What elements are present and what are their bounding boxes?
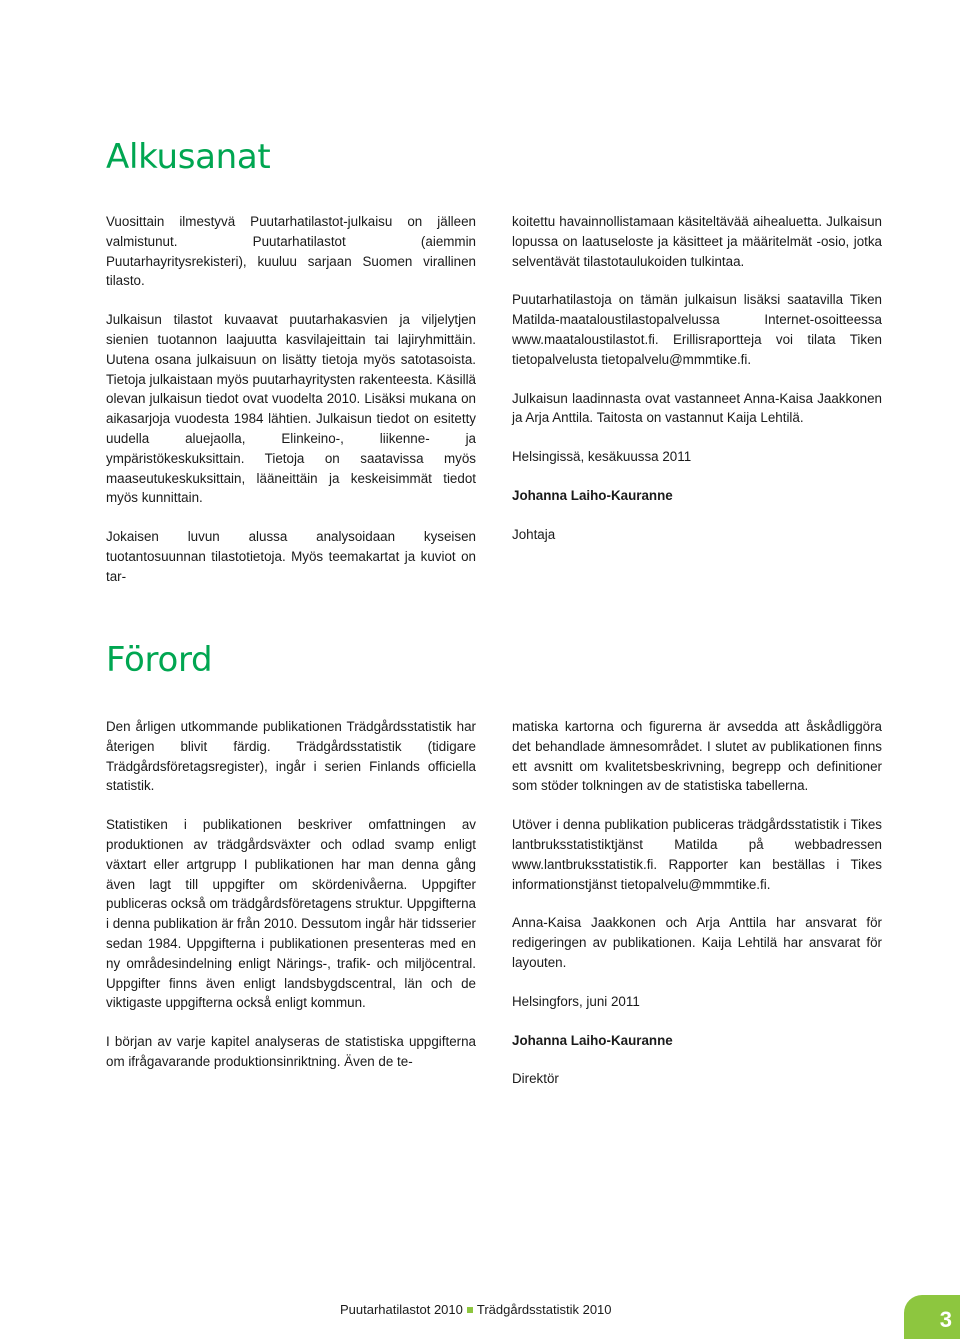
signature-title: Direktör <box>512 1071 559 1087</box>
paragraph: Julkaisun laadinnasta ovat vastanneet Anna-Kaisa Jaakkonen ja Arja Anttila. Taitosta on vastannut Kaija Lehtilä. <box>512 390 882 426</box>
paragraph: Den årligen utkommande publikationen Trädgårdsstatistik har återigen blivit färdig. Trädgårdsstatistik (tidigare Trädgårdsföretagsregister), ingår i serien Finlands officiella statistik. <box>106 719 476 794</box>
paragraph: Puutarhatilastoja on tämän julkaisun lisäksi saatavilla Tiken Matilda-maataloustilastopalvelussa Internet-osoitteessa www.maataloustilastot.fi. Erillisraportteja voi tilata Tiken tietopalvelusta tietopalvelu@mmmtike.fi. <box>512 292 882 367</box>
page-footer <box>340 1302 640 1317</box>
paragraph: Anna-Kaisa Jaakkonen och Arja Anttila har ansvarat för redigeringen av publikationen. Kaija Lehtilä har ansvarat för layouten. <box>512 915 882 970</box>
heading-forord: Förord <box>106 640 213 680</box>
page-number: 3 <box>939 1307 952 1332</box>
alkusanat-left-column <box>106 212 476 587</box>
paragraph: koitettu havainnollistamaan käsiteltävää aihealuetta. Julkaisun lopussa on laatuseloste ja käsitteet ja määritelmät -osio, jotka selventävät tilastotaulukoiden tulkintaa. <box>512 214 882 269</box>
signature-place-date: Helsingissä, kesäkuussa 2011 <box>512 449 692 465</box>
alkusanat-right-column <box>512 212 882 564</box>
paragraph: Utöver i denna publikation publiceras trädgårdsstatistik i Tikes lantbruksstatistiktjänst Matilda på webbadressen www.lantbruksstatistik.fi. Rapporter kan beställas i Tikes informationstjänst tietopalvelu@mmmtike.fi. <box>512 817 882 892</box>
footer-title-sv: Trädgårdsstatistik 2010 <box>476 1302 612 1317</box>
footer-title-fi: Puutarhatilastot 2010 <box>340 1302 463 1317</box>
signature-place-date: Helsingfors, juni 2011 <box>512 993 640 1009</box>
paragraph: Jokaisen luvun alussa analysoidaan kyseisen tuotantosuunnan tilastotietoja. Myös teemakartat ja kuviot on tar- <box>106 529 476 584</box>
paragraph: Julkaisun tilastot kuvaavat puutarhakasvien ja viljelytjen sienien tuotannon laajuutta kasvilajeittain tai lajiryhmittäin. Uutena osana julkaisuun on lisätty tietoja myös satotasoista. Tietoja julkaistaan myös puutarhayritysten rakenteesta. Käsillä olevan julkaisun tiedot ovat vuodelta 2010. Lisäksi mukana on aikasarjoja vuodesta 1984 lähtien. Julkaisun tiedot on esitetty uudella aluejaolla, Elinkeino-, liikenne- ja ympäristökeskuksittain. Tietoja on saatavissa myös maaseutukeskuksittain, lääneittäin ja keskeisimmät tiedot myös kunnittain. <box>106 312 476 506</box>
forord-left-column <box>106 717 476 1072</box>
paragraph: Vuosittain ilmestyvä Puutarhatilastot-julkaisu on jälleen valmistunut. Puutarhatilastot (aiemmin Puutarhayritysrekisteri), kuuluu sarjaan Suomen virallinen tilasto. <box>106 214 476 289</box>
heading-alkusanat: Alkusanat <box>106 137 271 177</box>
paragraph: Statistiken i publikationen beskriver omfattningen av produktionen av trädgårdsväxter och odlad svamp enligt växtart eller artgrupp I publikationen har man denna gång även lagt till uppgifter om skördenivåerna. Uppgifter publiceras också om trädgårdsföretagens struktur. Uppgifterna i denna publikation är från 2010. Dessutom ingår här tidsserier sedan 1984. Uppgifterna i publikationen presenteras med en ny områdesindelning enligt Närings-, trafik- och miljöcentral. Uppgifter finns även enligt landsbygdscentral, län och de viktigaste uppgifterna också enligt kommun. <box>106 817 476 1011</box>
separator-square-icon <box>467 1307 473 1313</box>
signature-name: Johanna Laiho-Kauranne <box>512 487 673 503</box>
paragraph: matiska kartorna och figurerna är avsedda att åskådliggöra det behandlade ämnesområdet. I slutet av publikationen finns ett avsnitt om kvalitetsbeskrivning, begrepp och definitioner som stöder tolkningen av de statistiska tabellerna. <box>512 719 882 794</box>
signature-name: Johanna Laiho-Kauranne <box>512 1032 673 1048</box>
paragraph: I början av varje kapitel analyseras de statistiska uppgifterna om ifrågavarande produktionsinriktning. Även de te- <box>106 1034 476 1069</box>
signature-title: Johtaja <box>512 526 556 542</box>
forord-right-column <box>512 717 882 1108</box>
